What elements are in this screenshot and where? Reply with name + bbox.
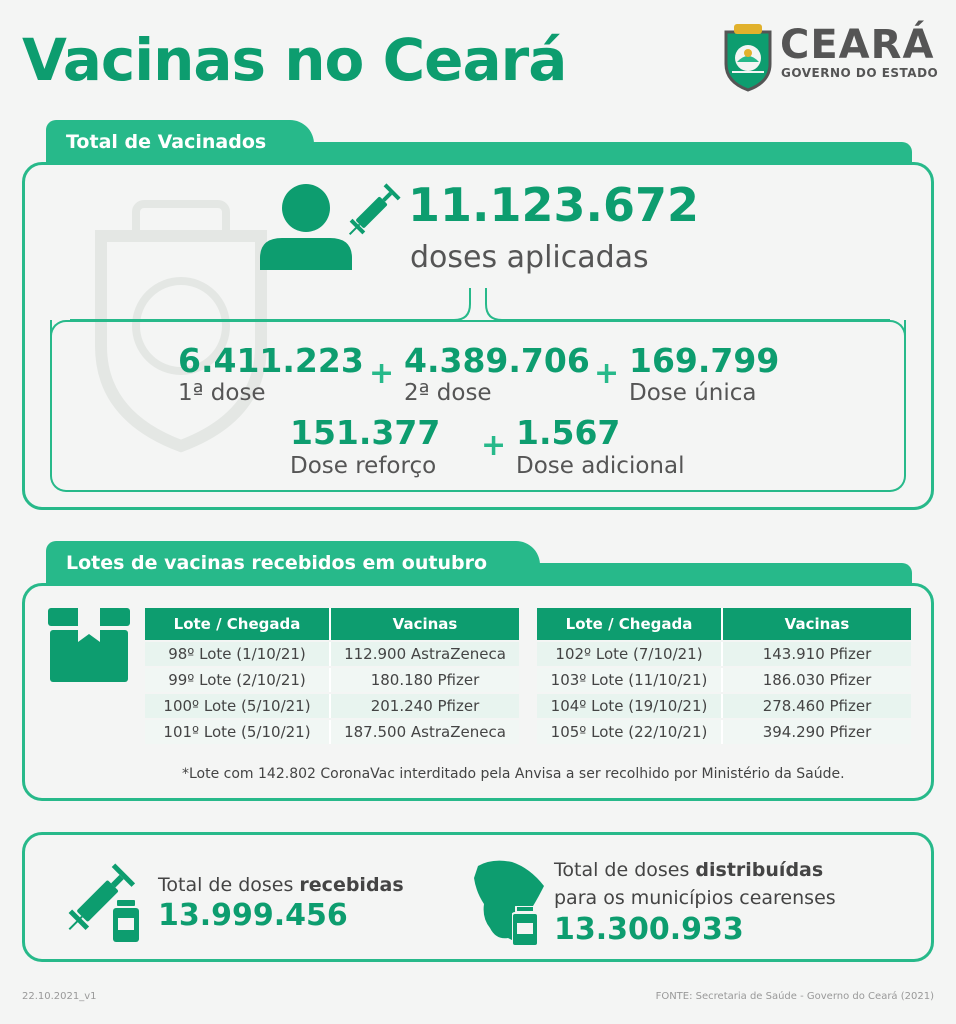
vacinas-cell: 180.180 Pfizer: [329, 668, 519, 692]
dose-unica-value: 169.799: [629, 341, 780, 380]
section-lotes-tab: Lotes de vacinas recebidos em outubro: [46, 541, 540, 585]
col-header-vacinas: Vacinas: [721, 608, 911, 640]
vial-icon: [512, 906, 538, 950]
col-header-vacinas: Vacinas: [329, 608, 519, 640]
dose-adicional-label: Dose adicional: [516, 453, 685, 479]
table-row: [537, 694, 911, 718]
lote-cell: 103º Lote (11/10/21): [537, 668, 721, 692]
lote-cell: 102º Lote (7/10/21): [537, 642, 721, 666]
table-row: [145, 694, 519, 718]
vacinas-cell: 394.290 Pfizer: [721, 720, 911, 744]
table-row: [145, 720, 519, 744]
lote-cell: 100º Lote (5/10/21): [145, 694, 329, 718]
distributed-value: 13.300.933: [554, 912, 744, 947]
logo-name: CEARÁ: [780, 22, 935, 68]
vial-icon: [113, 900, 139, 946]
received-value: 13.999.456: [158, 898, 348, 933]
table-row: [537, 642, 911, 666]
lote-cell: 104º Lote (19/10/21): [537, 694, 721, 718]
page-title: Vacinas no Ceará: [22, 26, 567, 94]
distributed-label-line2: para os municípios cearenses: [554, 887, 836, 909]
crest-icon: [722, 22, 774, 96]
dose2-value: 4.389.706: [404, 341, 590, 380]
received-label-bold: recebidas: [299, 874, 404, 896]
dose-adicional-value: 1.567: [516, 413, 621, 452]
dose2-label: 2ª dose: [404, 380, 492, 406]
vacinas-cell: 186.030 Pfizer: [721, 668, 911, 692]
dose-breakdown-box-top: [50, 320, 906, 340]
dose-unica-label: Dose única: [629, 380, 757, 406]
lotes-table-right: [537, 606, 911, 746]
dose1-value: 6.411.223: [178, 341, 364, 380]
lote-cell: 101º Lote (5/10/21): [145, 720, 329, 744]
plus-icon: +: [481, 428, 507, 463]
table-row: [537, 720, 911, 744]
box-icon: [48, 608, 130, 686]
table-row: [537, 668, 911, 692]
lotes-table-left: [145, 606, 519, 746]
received-label: Total de doses recebidas: [158, 874, 404, 896]
vacinas-cell: 201.240 Pfizer: [329, 694, 519, 718]
dose-reforco-value: 151.377: [290, 413, 441, 452]
vacinas-cell: 187.500 AstraZeneca: [329, 720, 519, 744]
dose-reforco-label: Dose reforço: [290, 453, 437, 479]
table-row: [145, 642, 519, 666]
vacinas-cell: 143.910 Pfizer: [721, 642, 911, 666]
col-header-lote: Lote / Chegada: [145, 608, 329, 640]
distributed-label: Total de doses distribuídas: [554, 859, 824, 881]
lote-cell: 99º Lote (2/10/21): [145, 668, 329, 692]
logo-subtitle: GOVERNO DO ESTADO: [781, 66, 939, 80]
plus-icon: +: [369, 356, 395, 391]
doses-total-label: doses aplicadas: [410, 240, 649, 275]
syringe-icon: [340, 180, 406, 246]
col-header-lote: Lote / Chegada: [537, 608, 721, 640]
lote-cell: 98º Lote (1/10/21): [145, 642, 329, 666]
vacinas-cell: 112.900 AstraZeneca: [329, 642, 519, 666]
lotes-footnote: *Lote com 142.802 CoronaVac interditado pela Anvisa a ser recolhido por Ministério da Saúde.: [182, 766, 845, 782]
distributed-label-bold: distribuídas: [695, 859, 824, 881]
section-total-tab: Total de Vacinados: [46, 120, 314, 164]
footer-version: 22.10.2021_v1: [22, 991, 97, 1002]
table-row: [145, 668, 519, 692]
vacinas-cell: 278.460 Pfizer: [721, 694, 911, 718]
dose1-label: 1ª dose: [178, 380, 266, 406]
plus-icon: +: [594, 356, 620, 391]
lote-cell: 105º Lote (22/10/21): [537, 720, 721, 744]
footer-source: FONTE: Secretaria de Saúde - Governo do Ceará (2021): [655, 991, 934, 1002]
doses-total-value: 11.123.672: [408, 178, 700, 232]
